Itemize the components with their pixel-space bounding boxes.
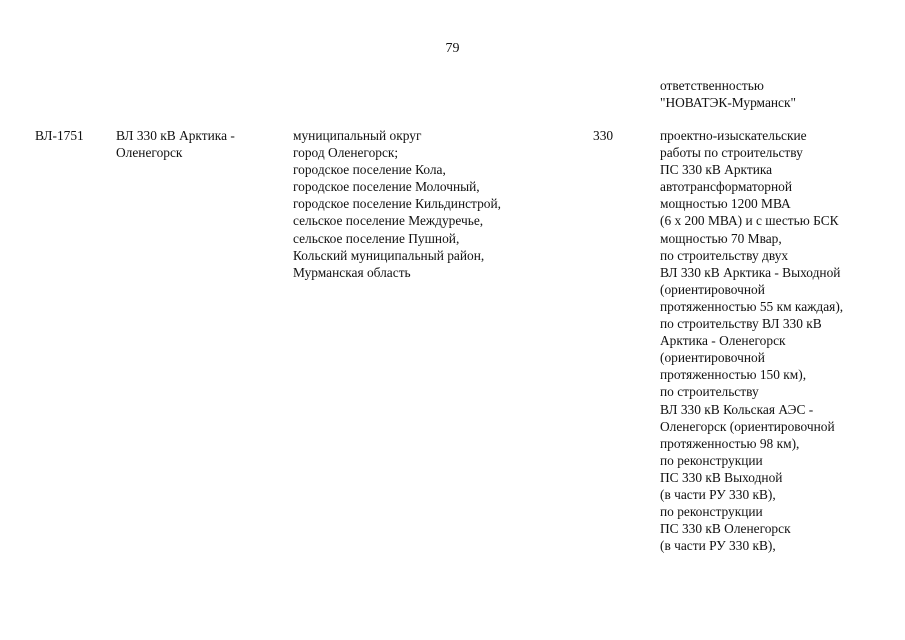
row-purpose-cell [660,127,843,554]
row-purpose-line: мощностью 1200 МВА [660,196,791,212]
page-number: 79 [445,41,460,56]
row-location-line: сельское поселение Пушной, [293,230,460,246]
row-purpose-line: Оленегорск (ориентировочной [660,418,835,434]
row-purpose-line: ВЛ 330 кВ Арктика - Выходной [660,264,841,280]
row-purpose-line: протяженностью 98 км), [660,435,800,451]
row-purpose-line: (ориентировочной [660,281,765,297]
continuation-text [660,77,796,111]
row-purpose-line: протяженностью 150 км), [660,367,807,383]
row-location-line: городское поселение Кола, [293,162,446,178]
row-location-line: сельское поселение Междуречье, [293,213,484,229]
row-purpose-line: по реконструкции [660,504,763,520]
row-location-line: городское поселение Кильдинстрой, [293,196,501,212]
row-purpose-line: Арктика - Оленегорск [660,333,786,349]
row-purpose-line: работы по строительству [660,145,803,161]
row-purpose-line: протяженностью 55 км каждая), [660,298,844,314]
row-purpose-line: ПС 330 кВ Арктика [660,162,773,178]
row-purpose-line: по строительству ВЛ 330 кВ [660,316,822,332]
row-purpose-line: (ориентировочной [660,350,765,366]
row-name-line: Оленегорск [116,145,183,161]
row-location-line: городское поселение Молочный, [293,179,480,195]
row-location-line: Мурманская область [293,264,411,280]
row-purpose-line: (6 x 200 МВА) и с шестью БСК [660,213,839,229]
row-voltage-cell [593,127,613,144]
row-purpose-line: по строительству двух [660,247,789,263]
row-code: ВЛ-1751 [35,128,84,143]
row-purpose-line: автотрансформаторной [660,179,792,195]
row-purpose-line: (в части РУ 330 кВ), [660,486,776,502]
row-purpose-line: ВЛ 330 кВ Кольская АЭС - [660,401,814,417]
row-purpose-line: (в части РУ 330 кВ), [660,538,776,554]
row-location-line: город Оленегорск; [293,145,399,161]
row-location-line: муниципальный округ [293,128,422,143]
continuation-line: "НОВАТЭК-Мурманск" [660,95,796,111]
row-name-cell [116,127,235,161]
continuation-line: ответственностью [660,78,764,93]
row-purpose-line: ПС 330 кВ Выходной [660,469,783,485]
row-purpose-line: мощностью 70 Мвар, [660,230,782,246]
row-location-line: Кольский муниципальный район, [293,247,485,263]
row-purpose-line: ПС 330 кВ Оленегорск [660,521,791,537]
row-voltage: 330 [593,128,614,143]
row-code-cell [35,127,84,144]
row-name-line: ВЛ 330 кВ Арктика - [116,128,235,143]
row-purpose-line: по строительству [660,384,759,400]
row-purpose-line: по реконструкции [660,452,763,468]
row-location-cell [293,127,501,281]
row-purpose-line: проектно-изыскательские [660,128,807,143]
